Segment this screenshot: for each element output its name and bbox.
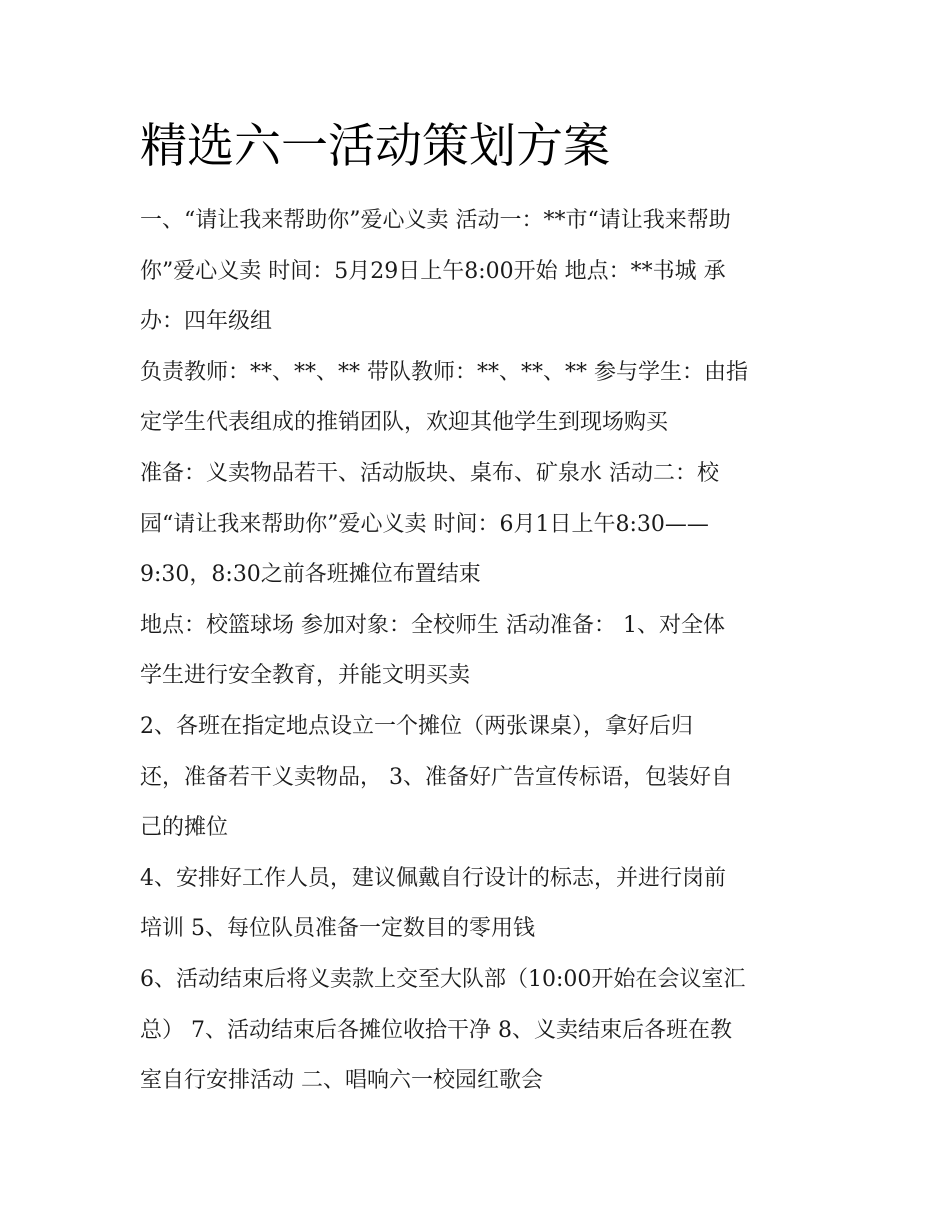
- text-line: 还，准备若干义卖物品， 3、准备好广告宣传标语，包装好自: [140, 764, 733, 790]
- text-line: 你”爱心义卖 时间：5月29日上午8:00开始 地点：**书城 承: [140, 258, 726, 284]
- text-line: 6、活动结束后将义卖款上交至大队部（10:00开始在会议室汇: [140, 966, 746, 992]
- text-line: 室自行安排活动 二、唱响六一校园红歌会: [140, 1068, 543, 1094]
- text-line: 总） 7、活动结束后各摊位收拾干净 8、义卖结束后各班在教: [140, 1017, 732, 1043]
- text-line: 准备：义卖物品若干、活动版块、桌布、矿泉水 活动二：校: [140, 460, 719, 486]
- text-line: 地点：校篮球场 参加对象：全校师生 活动准备： 1、对全体: [140, 612, 725, 638]
- document-body: [140, 196, 810, 1107]
- text-line: 负责教师：**、**、** 带队教师：**、**、** 参与学生：由指: [140, 359, 748, 385]
- text-line: 己的摊位: [140, 815, 229, 841]
- text-line: 2、各班在指定地点设立一个摊位（两张课桌），拿好后归: [140, 713, 693, 739]
- text-line: 9:30，8:30之前各班摊位布置结束: [140, 562, 481, 588]
- text-line: 学生进行安全教育，并能文明买卖: [140, 663, 471, 689]
- text-line: 培训 5、每位队员准备一定数目的零用钱: [140, 916, 535, 942]
- text-line: 园“请让我来帮助你”爱心义卖 时间：6月1日上午8:30——: [140, 511, 709, 537]
- text-line: 定学生代表组成的推销团队，欢迎其他学生到现场购买: [140, 410, 669, 436]
- text-line: 一、“请让我来帮助你”爱心义卖 活动一：**市“请让我来帮助: [140, 208, 731, 233]
- text-line: 办：四年级组: [140, 309, 273, 335]
- text-line: 4、安排好工作人员，建议佩戴自行设计的标志，并进行岗前: [140, 865, 726, 891]
- document-title: 精选六一活动策划方案: [140, 119, 610, 174]
